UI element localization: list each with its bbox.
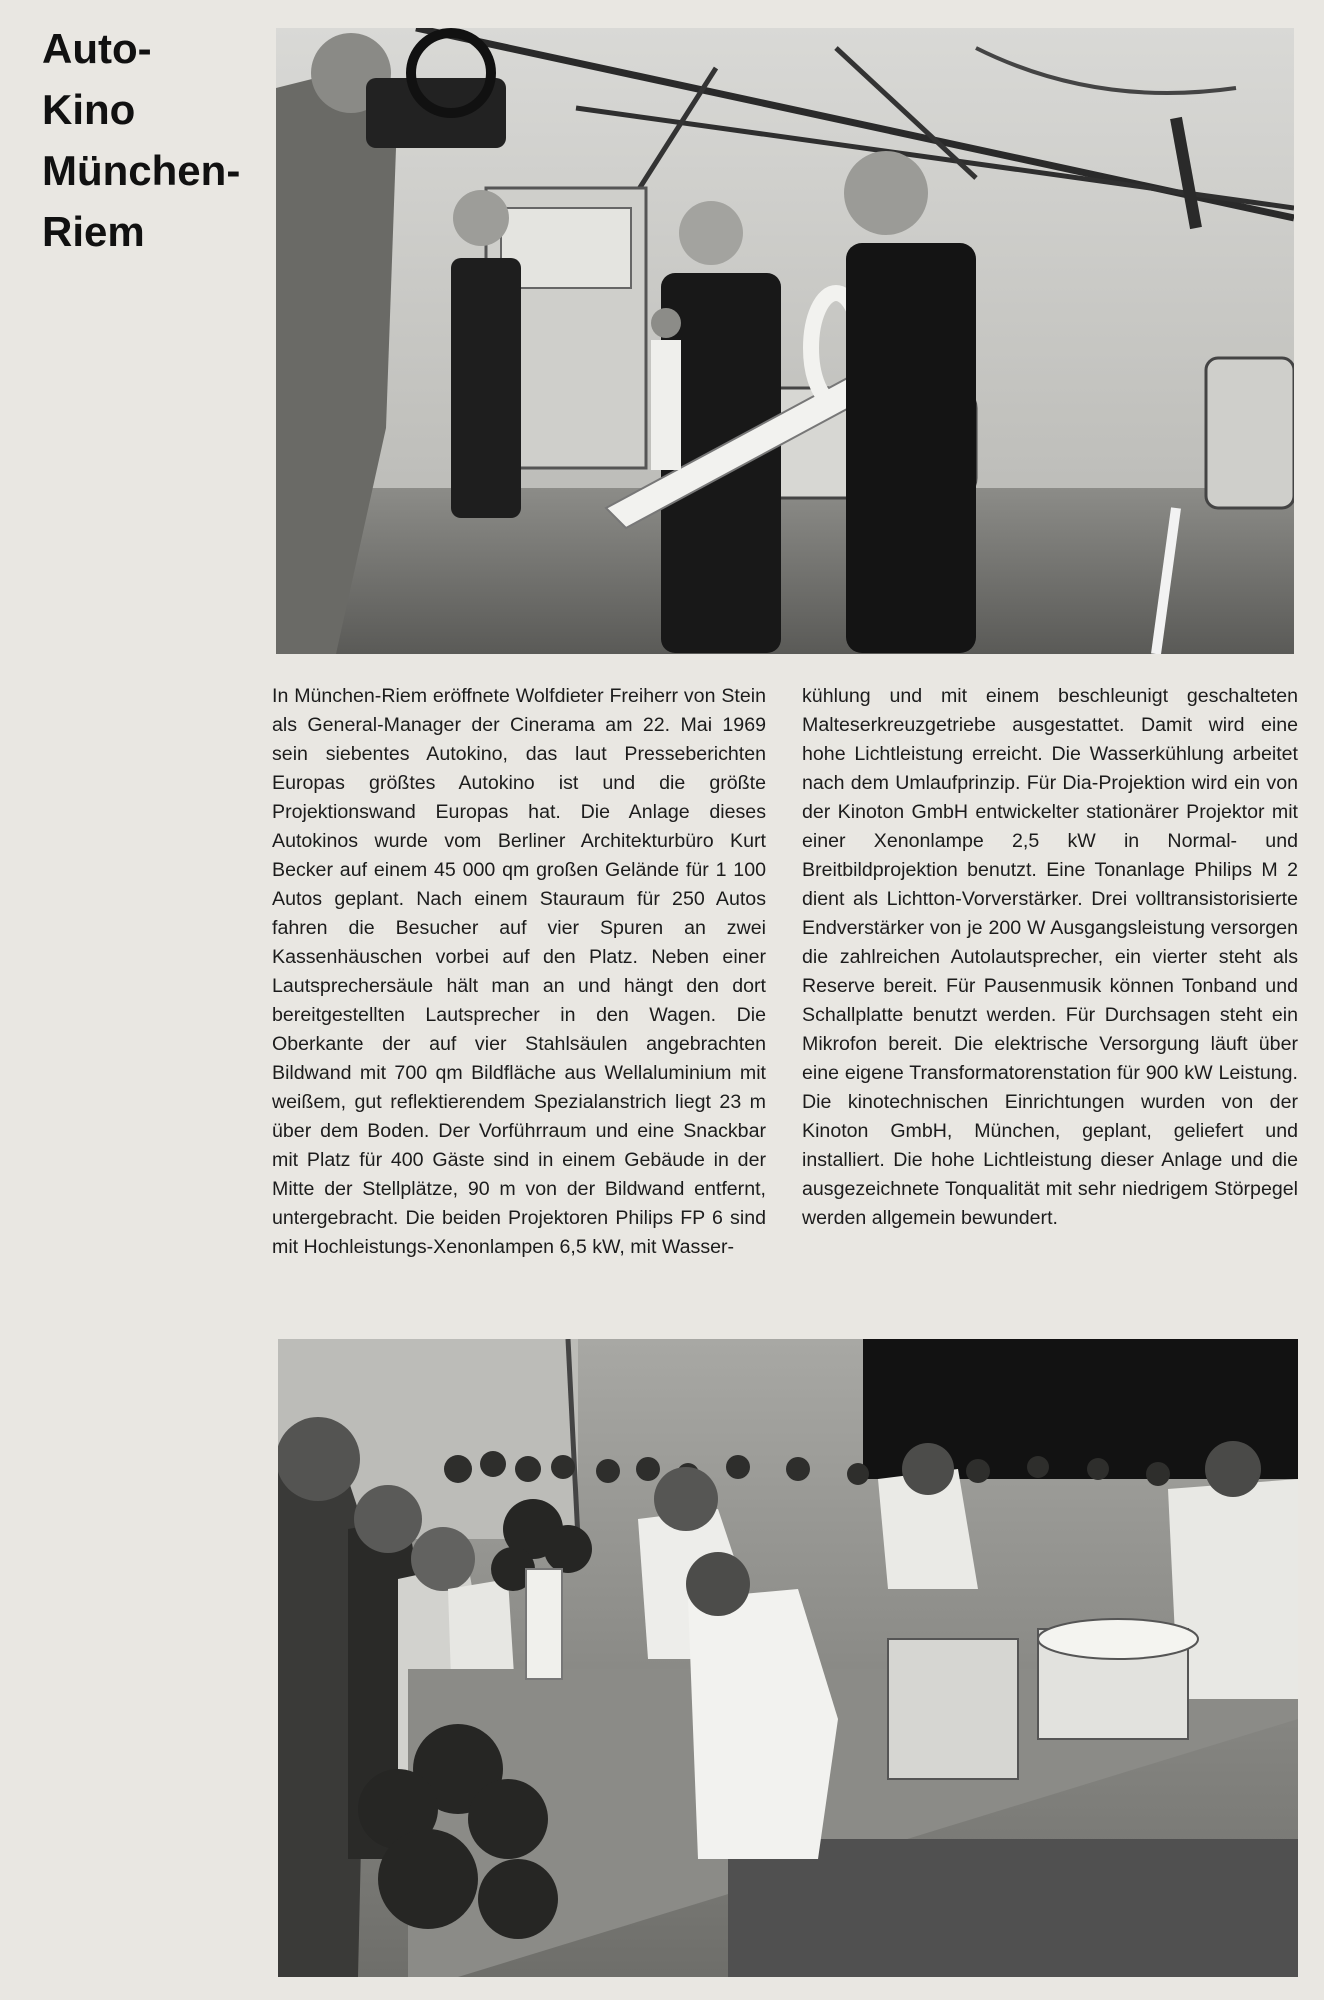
article-column-right <box>802 682 1298 1233</box>
photo-opening-ceremony <box>276 28 1294 654</box>
opening-ceremony-illustration <box>276 28 1294 654</box>
article-column-left <box>272 682 766 1262</box>
title-line: München- <box>42 147 241 194</box>
snack-bar-illustration <box>278 1339 1298 1977</box>
article-text: kühlung und mit einem beschleunigt geschalteten Malteserkreuzgetriebe ausgestattet. Damit wird eine hohe Lichtleistung erreicht. Die Wasserkühlung arbeitet nach dem Umlaufprinzip. Für Dia-Projektion wird ein von der Kinoton GmbH entwickelter stationärer Projektor mit einer Xenonlampe 2,5 kW in Normal- und Breitbildprojektion benutzt. Eine Tonanlage Philips M 2 dient als Lichtton-Vorverstärker. Drei volltransistorisierte Endverstärker von je 200 W Ausgangsleistung versorgen die zahlreichen Autolautsprecher, ein vierter steht als Reserve bereit. Für Pausenmusik können Tonband und Schallplatte benutzt werden. Für Durchsagen steht ein Mikrofon bereit. Die elektrische Versorgung läuft über eine eigene Transformatorenstation für 900 kW Leistung. Die kinotechnischen Einrichtungen wurden von der Kinoton GmbH, München, geplant, geliefert und installiert. Die hohe Lichtleistung dieser Anlage und die ausgezeichnete Tonqualität mit sehr niedrigem Störpegel werden allgemein bewundert. <box>802 685 1298 1229</box>
article-text: In München-Riem eröffnete Wolfdieter Freiherr von Stein als General-Manager der Cinerama am 22. Mai 1969 sein siebentes Autokino, das laut Presseberichten Europas größtes Autokino ist und die größte Projektionswand Europas hat. Die Anlage dieses Autokinos wurde vom Berliner Architekturbüro Kurt Becker auf einem 45 000 qm großen Gelände für 1 100 Autos geplant. Nach einem Stauraum für 250 Autos fahren die Besucher auf vier Spuren an zwei Kassenhäuschen vorbei auf den Platz. Neben einer Lautsprechersäule hält man an und hängt den dort bereitgestellten Lautsprecher in den Wagen. Die Oberkante der auf vier Stahlsäulen angebrachten Bildwand mit 700 qm Bildfläche aus Wellaluminium mit weißem, gut reflektierendem Spezialanstrich liegt 23 m über dem Boden. Der Vorführraum und eine Snackbar mit Platz für 400 Gäste sind in einem Gebäude in der Mitte der Stellplätze, 90 m von der Bildwand entfernt, untergebracht. Die beiden Projektoren Philips FP 6 sind mit Hochleistungs-Xenonlampen 6,5 kW, mit Wasser- <box>272 685 766 1258</box>
photo-snack-bar <box>278 1339 1298 1977</box>
title-line: Auto- <box>42 25 152 72</box>
page-title <box>42 18 282 262</box>
title-line: Kino <box>42 86 136 133</box>
title-line: Riem <box>42 208 145 255</box>
